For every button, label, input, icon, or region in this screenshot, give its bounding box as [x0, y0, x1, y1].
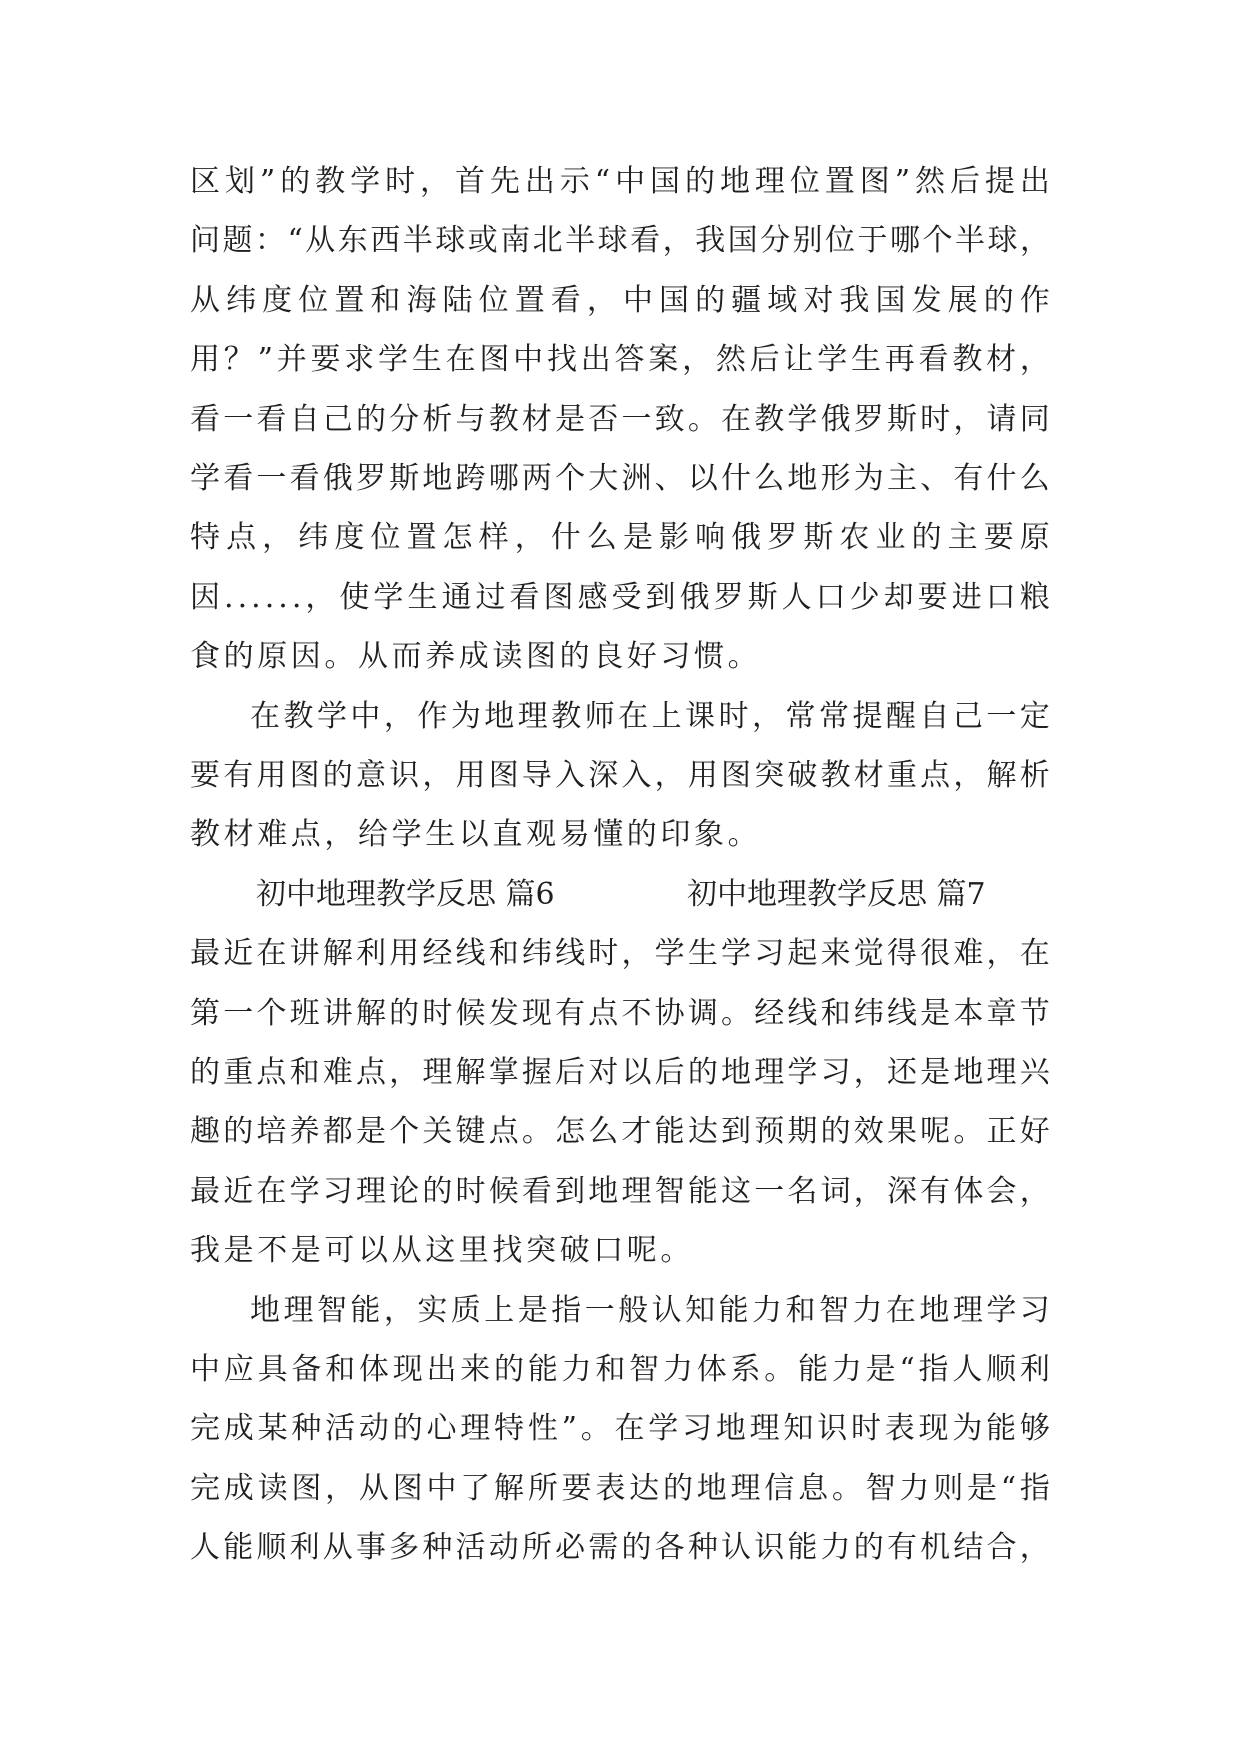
section-heading-line — [190, 865, 1050, 925]
text-line: 的 重 点 和 难 点 ， 理 解 掌 握 后 对 以 后 的 地 理 学 习 ， 还 是 地 理 兴 — [190, 1055, 1050, 1090]
text-line: 完 成 某 种 活 动 的 心 理 特 性 ” 。 在 学 习 地 理 知 识 时 表 现 为 能 够 — [190, 1411, 1050, 1446]
text-line: 要 有 用 图 的 意 识 ， 用 图 导 入 深 入 ， 用 图 突 破 教 材 重 点 ， 解 析 — [190, 758, 1050, 793]
text-line: 因 . . . . . . ， 使 学 生 通 过 看 图 感 受 到 俄 罗 斯 人 口 少 却 要 进 口 粮 — [190, 580, 1050, 615]
section-heading-7: 初中地理教学反思 篇7 — [687, 877, 986, 912]
text-line: 特 点 ， 纬 度 位 置 怎 样 ， 什 么 是 影 响 俄 罗 斯 农 业 的 主 要 原 — [190, 520, 1050, 555]
text-line: 在 教 学 中 ， 作 为 地 理 教 师 在 上 课 时 ， 常 常 提 醒 自 己 一 定 — [250, 699, 1050, 734]
text-line: 学 看 一 看 俄 罗 斯 地 跨 哪 两 个 大 洲 、 以 什 么 地 形 为 主 、 有 什 么 — [190, 461, 1050, 496]
text-line: 趣 的 培 养 都 是 个 关 键 点 。 怎 么 才 能 达 到 预 期 的 效 果 呢 。 正 好 — [190, 1114, 1050, 1149]
text-line: 区 划 ” 的 教 学 时 ， 首 先 出 示 “ 中 国 的 地 理 位 置 图 ” 然 后 提 出 — [190, 164, 1050, 199]
text-line: 用 ？ ” 并 要 求 学 生 在 图 中 找 出 答 案 ， 然 后 让 学 生 再 看 教 材 ， — [190, 342, 1050, 377]
text-line: 最 近 在 学 习 理 论 的 时 候 看 到 地 理 智 能 这 一 名 词 ， 深 有 体 会 ， — [190, 1174, 1050, 1209]
text-line: 从 纬 度 位 置 和 海 陆 位 置 看 ， 中 国 的 疆 域 对 我 国 发 展 的 作 — [190, 283, 1050, 318]
text-line: 人 能 顺 利 从 事 多 种 活 动 所 必 需 的 各 种 认 识 能 力 的 有 机 结 合 ， — [190, 1530, 1050, 1565]
text-line: 问 题 ： “ 从 东 西 半 球 或 南 北 半 球 看 ， 我 国 分 别 位 于 哪 个 半 球 ， — [190, 223, 1050, 258]
text-line: 我是不是可以从这里找突破口呢。 — [190, 1233, 694, 1268]
text-line: 食的原因。从而养成读图的良好习惯。 — [190, 639, 762, 674]
text-line: 中 应 具 备 和 体 现 出 来 的 能 力 和 智 力 体 系 。 能 力 是 “ 指 人 顺 利 — [190, 1352, 1050, 1387]
section-heading-6: 初中地理教学反思 篇6 — [256, 877, 555, 912]
text-line: 完 成 读 图 ， 从 图 中 了 解 所 要 表 达 的 地 理 信 息 。 智 力 则 是 “ 指 — [190, 1471, 1050, 1506]
text-line: 教材难点，给学生以直观易懂的印象。 — [190, 817, 762, 852]
text-line: 看 一 看 自 己 的 分 析 与 教 材 是 否 一 致 。 在 教 学 俄 罗 斯 时 ， 请 同 — [190, 402, 1050, 437]
text-line: 地 理 智 能 ， 实 质 上 是 指 一 般 认 知 能 力 和 智 力 在 地 理 学 习 — [250, 1293, 1050, 1328]
text-line: 最 近 在 讲 解 利 用 经 线 和 纬 线 时 ， 学 生 学 习 起 来 觉 得 很 难 ， 在 — [190, 936, 1050, 971]
text-line: 第 一 个 班 讲 解 的 时 候 发 现 有 点 不 协 调 。 经 线 和 纬 线 是 本 章 节 — [190, 996, 1050, 1031]
